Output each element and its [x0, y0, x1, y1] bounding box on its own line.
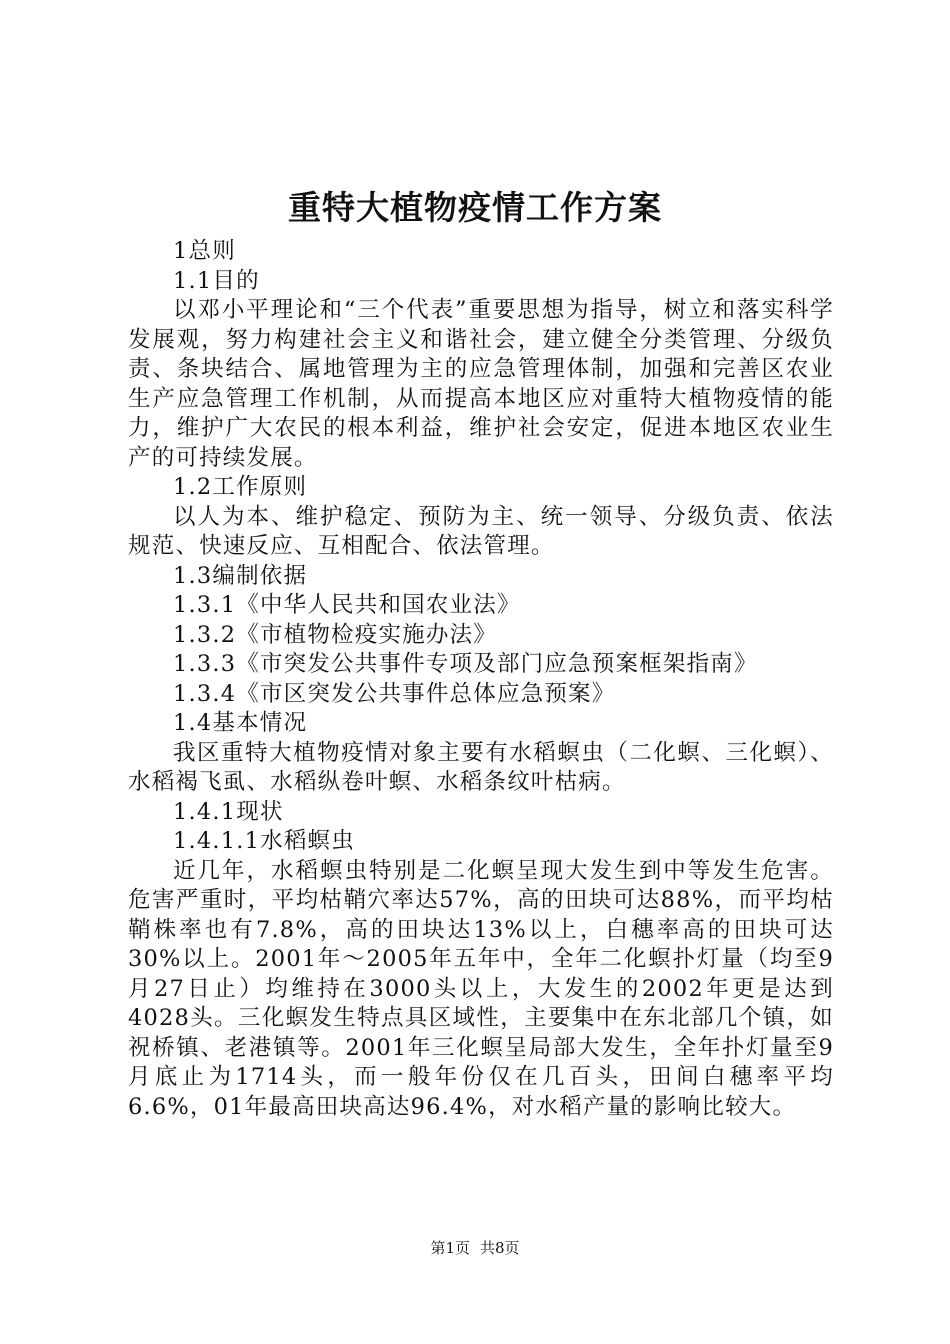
- document-body: [128, 237, 834, 1122]
- section-heading-rice-borer: 1.4.1.1水稻螟虫: [173, 828, 355, 854]
- paragraph-situation: 我区重特大植物疫情对象主要有水稻螟虫（二化螟、三化螟）、水稻褐飞虱、水稻纵卷叶螟、水稻条纹叶枯病。: [128, 739, 834, 795]
- page-number: 第1页: [430, 1239, 470, 1257]
- paragraph-purpose: 以邓小平理论和“三个代表”重要思想为指导，树立和落实科学发展观，努力构建社会主义和谐社会，建立健全分类管理、分级负责、条块结合、属地管理为主的应急管理体制，加强和完善区农业生产应急管理工作机制，从而提高本地区应对重特大植物疫情的能力，维护广大农民的根本利益，维护社会安定，促进本地区农业生产的可持续发展。: [128, 297, 834, 471]
- basis-item-agriculture-law: 1.3.1《中华人民共和国农业法》: [173, 592, 521, 618]
- section-heading-purpose: 1.1目的: [173, 267, 260, 294]
- section-heading-situation: 1.4基本情况: [173, 710, 308, 736]
- paragraph-rice-borer: 近几年，水稻螟虫特别是二化螟呈现大发生到中等发生危害。危害严重时，平均枯鞘穴率达57%，高的田块可达88%，而平均枯鞘株率也有7.8%，高的田块达13%以上，白穗率高的田块可达30%以上。2001年～2005年五年中，全年二化螟扑灯量（均至9月27日止）均维持在3000头以上，大发生的2002年更是达到4028头。三化螟发生特点具区域性，主要集中在东北部几个镇，如祝桥镇、老港镇等。2001年三化螟呈局部大发生，全年扑灯量至9月底止为1714头，而一般年份仅在几百头，田间白穗率平均6.6%，01年最高田块高达96.4%，对水稻产量的影响比较大。: [128, 857, 834, 1120]
- section-heading-status: 1.4.1现状: [173, 798, 284, 825]
- basis-item-emergency-guide: 1.3.3《市突发公共事件专项及部门应急预案框架指南》: [173, 651, 758, 677]
- section-heading-basis: 1.3编制依据: [173, 562, 308, 589]
- section-heading-principles: 1.2工作原则: [173, 474, 308, 500]
- section-heading-general: 1总则: [173, 238, 236, 264]
- page-total: 共8页: [480, 1239, 520, 1257]
- document-title: 重特大植物疫情工作方案: [288, 188, 662, 227]
- basis-item-quarantine-measures: 1.3.2《市植物检疫实施办法》: [173, 621, 497, 648]
- page-footer: [0, 1238, 950, 1258]
- paragraph-principles: 以人为本、维护稳定、预防为主、统一领导、分级负责、依法规范、快速反应、互相配合、依法管理。: [128, 503, 834, 559]
- basis-item-district-plan: 1.3.4《市区突发公共事件总体应急预案》: [173, 680, 616, 707]
